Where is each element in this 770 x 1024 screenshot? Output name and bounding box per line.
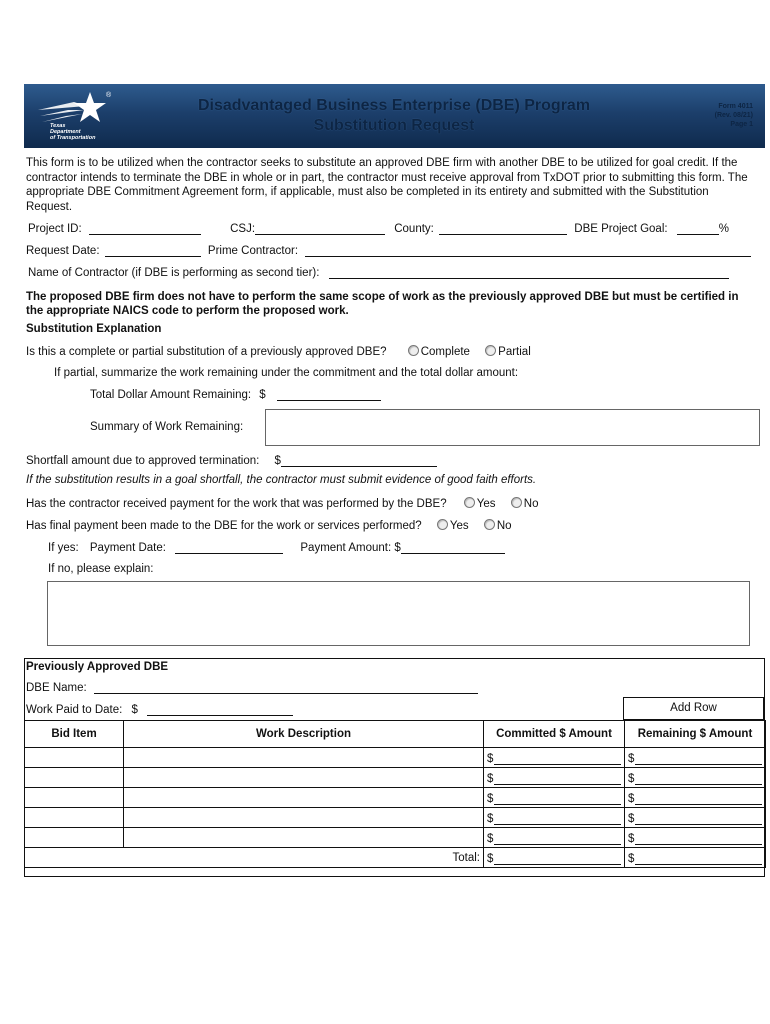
- bid-item-cell[interactable]: [25, 828, 124, 848]
- final-payment-row: [26, 519, 512, 532]
- radio-partial-label: Partial: [498, 346, 531, 358]
- section-title: Substitution Explanation: [26, 323, 162, 335]
- work-description-cell[interactable]: [124, 808, 484, 828]
- payment-date-label: Payment Date:: [89, 542, 166, 554]
- committed-total-cell[interactable]: [484, 848, 625, 868]
- logo-text-transportation: of Transportation: [50, 135, 96, 141]
- radio-yes-label: Yes: [476, 498, 496, 510]
- work-description-cell[interactable]: [124, 788, 484, 808]
- percent-sign: %: [718, 223, 730, 235]
- remaining-total-cell[interactable]: [625, 848, 766, 868]
- dollar-sign: $: [487, 752, 494, 765]
- total-label: Total:: [25, 848, 484, 868]
- remaining-cell[interactable]: [625, 808, 766, 828]
- work-description-cell[interactable]: [124, 748, 484, 768]
- column-header-committed: Committed $ Amount: [484, 721, 625, 748]
- project-id-label: Project ID:: [28, 223, 82, 235]
- column-header-work-description: Work Description: [124, 721, 484, 748]
- radio-yes-label: Yes: [449, 520, 469, 532]
- dollar-sign: $: [131, 704, 138, 716]
- radio-payment-no[interactable]: [511, 498, 539, 510]
- add-row-button[interactable]: Add Row: [623, 697, 764, 720]
- prime-contractor-label: Prime Contractor:: [207, 245, 299, 257]
- radio-circle-icon[interactable]: [437, 519, 448, 530]
- intro-paragraph: This form is to be utilized when the contractor seeks to substitute an approved DBE firm with another DBE to be utilized for goal credit. If the contractor intends to terminate the DBE in whole or in part, the contractor must receive approval from TxDOT prior to submitting this form. The appropriate DBE Commitment Agreement form, if applicable, must also be completed in its entirety and submitted with the Substitution Request.: [26, 157, 748, 213]
- prime-contractor-field[interactable]: [305, 244, 751, 257]
- work-paid-label: Work Paid to Date:: [26, 704, 123, 716]
- shortfall-field[interactable]: [281, 454, 437, 467]
- radio-complete[interactable]: [408, 346, 470, 358]
- committed-cell[interactable]: [484, 808, 625, 828]
- shortfall-label: Shortfall amount due to approved termination:: [26, 455, 260, 467]
- bid-item-cell[interactable]: [25, 768, 124, 788]
- work-description-cell[interactable]: [124, 768, 484, 788]
- txdot-logo: [38, 90, 118, 142]
- table-row: [25, 768, 766, 788]
- radio-no-label: No: [496, 520, 512, 532]
- project-id-field[interactable]: [89, 222, 201, 235]
- radio-circle-icon[interactable]: [485, 345, 496, 356]
- radio-circle-icon[interactable]: [408, 345, 419, 356]
- dbe-name-label: DBE Name:: [26, 682, 87, 694]
- payment-amount-field[interactable]: [401, 541, 505, 554]
- summary-remaining-field[interactable]: [265, 409, 760, 446]
- form-revision: (Rev. 08/21): [714, 112, 753, 119]
- remaining-cell[interactable]: [625, 828, 766, 848]
- dbe-goal-field[interactable]: [677, 222, 719, 235]
- dbe-name-row: [26, 681, 478, 694]
- dollar-sign: $: [628, 752, 635, 765]
- dollar-sign: $: [628, 812, 635, 825]
- if-yes-label: If yes:: [48, 542, 79, 554]
- dollar-sign: $: [628, 832, 635, 845]
- if-no-label: If no, please explain:: [48, 563, 154, 575]
- payment-question: Has the contractor received payment for the work that was performed by the DBE?: [26, 498, 447, 510]
- final-payment-question: Has final payment been made to the DBE for the work or services performed?: [26, 520, 422, 532]
- bid-item-cell[interactable]: [25, 808, 124, 828]
- form-info: [683, 102, 753, 129]
- remaining-cell[interactable]: [625, 768, 766, 788]
- table-row: [25, 808, 766, 828]
- dollar-sign: $: [487, 812, 494, 825]
- radio-no-label: No: [523, 498, 539, 510]
- total-remaining-row: [90, 388, 381, 401]
- request-date-label: Request Date:: [26, 245, 100, 257]
- dollar-sign: $: [487, 792, 494, 805]
- page-number: Page 1: [730, 121, 753, 128]
- radio-payment-yes[interactable]: [464, 498, 496, 510]
- dollar-sign: $: [628, 792, 635, 805]
- project-info-row: [28, 222, 729, 235]
- table-row: [25, 828, 766, 848]
- form-header: [24, 84, 765, 148]
- logo-text: [50, 123, 95, 141]
- explanation-field[interactable]: [47, 581, 750, 646]
- payment-row: [26, 497, 538, 510]
- dollar-sign: $: [628, 772, 635, 785]
- request-date-field[interactable]: [105, 244, 201, 257]
- total-row: [25, 848, 766, 868]
- logo-text-texas: Texas: [50, 123, 66, 129]
- summary-remaining-label: Summary of Work Remaining:: [90, 421, 244, 433]
- column-header-remaining: Remaining $ Amount: [625, 721, 766, 748]
- page-title: [174, 96, 614, 136]
- second-tier-row: [28, 266, 729, 279]
- radio-circle-icon[interactable]: [484, 519, 495, 530]
- shortfall-note: If the substitution results in a goal shortfall, the contractor must submit evidence of good faith efforts.: [26, 474, 537, 486]
- total-remaining-field[interactable]: [277, 388, 381, 401]
- radio-final-no[interactable]: [484, 520, 512, 532]
- dollar-sign: $: [274, 455, 281, 467]
- committed-cell[interactable]: [484, 828, 625, 848]
- csj-field[interactable]: [255, 222, 385, 235]
- dollar-sign: $: [487, 832, 494, 845]
- shortfall-row: [26, 454, 437, 467]
- committed-cell[interactable]: [484, 768, 625, 788]
- radio-circle-icon[interactable]: [511, 497, 522, 508]
- bid-items-table: [24, 720, 766, 868]
- if-yes-row: [48, 541, 505, 554]
- if-partial-text: If partial, summarize the work remaining under the commitment and the total dollar amount:: [54, 367, 519, 379]
- substitution-type-question: Is this a complete or partial substitution of a previously approved DBE?: [26, 346, 387, 358]
- remaining-cell[interactable]: [625, 748, 766, 768]
- payment-date-field[interactable]: [175, 541, 283, 554]
- dollar-sign: $: [487, 852, 494, 865]
- table-row: [25, 788, 766, 808]
- radio-partial[interactable]: [485, 346, 531, 358]
- radio-final-yes[interactable]: [437, 520, 469, 532]
- committed-cell[interactable]: [484, 788, 625, 808]
- form-number: Form 4011: [718, 103, 753, 110]
- dbe-name-field[interactable]: [94, 681, 478, 694]
- dbe-goal-label: DBE Project Goal:: [574, 223, 668, 235]
- registered-mark: ®: [106, 92, 112, 99]
- second-tier-label: Name of Contractor (if DBE is performing as second tier):: [28, 267, 320, 279]
- column-header-bid-item: Bid Item: [25, 721, 124, 748]
- work-paid-field[interactable]: [147, 703, 293, 716]
- dollar-sign: $: [628, 852, 635, 865]
- committed-cell[interactable]: [484, 748, 625, 768]
- remaining-cell[interactable]: [625, 788, 766, 808]
- substitution-type-row: [26, 345, 531, 358]
- dollar-sign: $: [259, 389, 266, 401]
- bid-item-cell[interactable]: [25, 748, 124, 768]
- title-line-2: Substitution Request: [313, 117, 475, 134]
- table-header-row: [25, 721, 766, 748]
- radio-circle-icon[interactable]: [464, 497, 475, 508]
- total-remaining-label: Total Dollar Amount Remaining:: [90, 389, 252, 401]
- work-paid-row: [26, 703, 293, 716]
- bid-item-cell[interactable]: [25, 788, 124, 808]
- logo-text-department: Department: [50, 129, 81, 135]
- dollar-sign: $: [487, 772, 494, 785]
- second-tier-field[interactable]: [329, 266, 729, 279]
- notice-text: The proposed DBE firm does not have to perform the same scope of work as the previously approved DBE but must be certified in the appropriate NAICS code to perform the proposed work.: [26, 291, 739, 317]
- work-description-cell[interactable]: [124, 828, 484, 848]
- table-row: [25, 748, 766, 768]
- title-line-1: Disadvantaged Business Enterprise (DBE) Program: [197, 97, 591, 114]
- county-field[interactable]: [439, 222, 567, 235]
- radio-complete-label: Complete: [420, 346, 470, 358]
- payment-amount-label: Payment Amount: $: [300, 542, 401, 554]
- previous-dbe-title: Previously Approved DBE: [26, 661, 169, 673]
- county-label: County:: [394, 223, 434, 235]
- csj-label: CSJ:: [230, 223, 256, 235]
- request-row: [26, 244, 751, 257]
